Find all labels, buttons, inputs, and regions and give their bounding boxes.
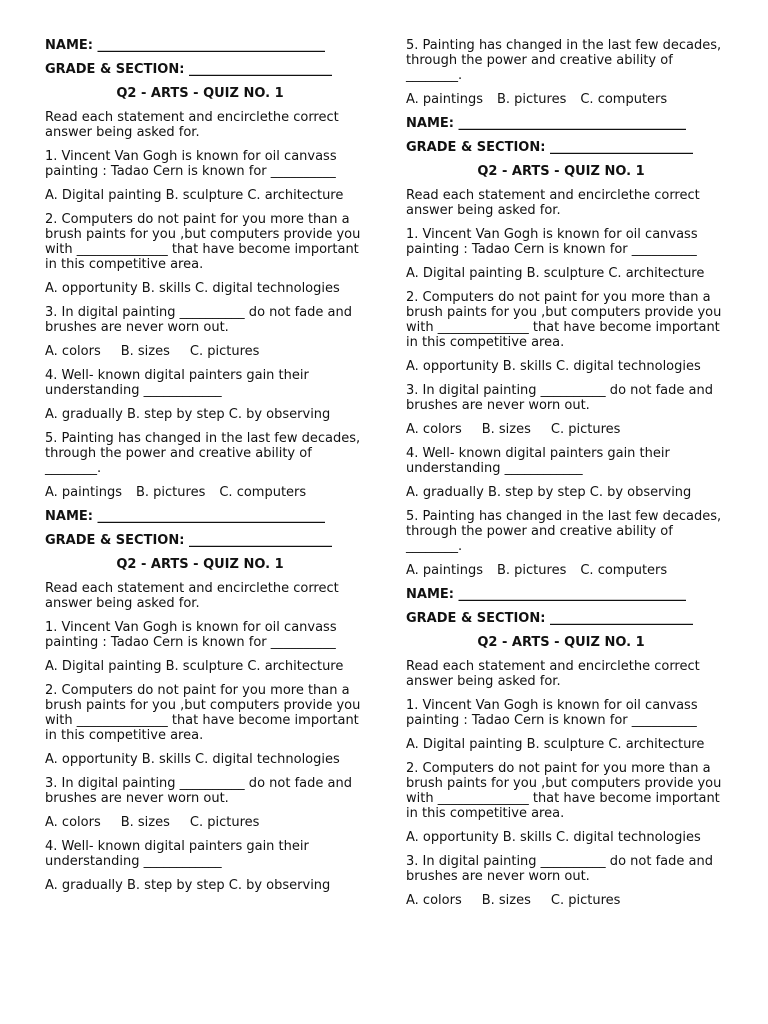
grade-section-field: GRADE & SECTION: ______________________ [45,533,332,548]
question-5-options: A. paintings B. pictures C. computers [406,563,668,578]
question-3-options: A. colors B. sizes C. pictures [406,893,621,908]
question-2: 2. Computers do not paint for you more than a brush paints for you ,but computers provide you with ______________ that have become important in this competitive area. [45,212,361,272]
question-3: 3. In digital painting __________ do not fade and brushes are never worn out. [406,854,713,884]
question-2-options: A. opportunity B. skills C. digital technologies [45,281,340,296]
question-3: 3. In digital painting __________ do not fade and brushes are never worn out. [406,383,713,413]
question-2: 2. Computers do not paint for you more than a brush paints for you ,but computers provide you with ______________ that have become important in this competitive area. [406,761,722,821]
question-4-options: A. gradually B. step by step C. by observing [45,878,331,893]
grade-section-field: GRADE & SECTION: ______________________ [45,62,332,77]
question-5-options: A. paintings B. pictures C. computers [45,485,307,500]
question-4: 4. Well- known digital painters gain their understanding ____________ [406,446,670,476]
question-5: 5. Painting has changed in the last few decades, through the power and creative ability of ________. [406,509,722,554]
grade-section-field: GRADE & SECTION: ______________________ [406,140,693,155]
question-4-options: A. gradually B. step by step C. by observing [406,485,692,500]
question-5-options: A. paintings B. pictures C. computers [406,92,668,107]
question-1-options: A. Digital painting B. sculpture C. architecture [45,659,344,674]
instructions: Read each statement and encirclethe correct answer being asked for. [406,188,700,218]
question-4: 4. Well- known digital painters gain their understanding ____________ [45,839,309,869]
question-2-options: A. opportunity B. skills C. digital technologies [45,752,340,767]
left-column [45,38,365,902]
quiz-title: Q2 - ARTS - QUIZ NO. 1 [477,164,645,179]
question-4: 4. Well- known digital painters gain their understanding ____________ [45,368,309,398]
question-3-options: A. colors B. sizes C. pictures [406,422,621,437]
question-1-options: A. Digital painting B. sculpture C. architecture [406,737,705,752]
quiz-title: Q2 - ARTS - QUIZ NO. 1 [116,557,284,572]
name-field: NAME: ___________________________________ [406,587,686,602]
right-column [406,38,726,917]
quiz-copy [45,509,365,893]
grade-section-field: GRADE & SECTION: ______________________ [406,611,693,626]
question-1: 1. Vincent Van Gogh is known for oil canvass painting : Tadao Cern is known for __________ [406,227,698,257]
quiz-copy [406,587,726,908]
name-field: NAME: ___________________________________ [406,116,686,131]
instructions: Read each statement and encirclethe correct answer being asked for. [45,581,339,611]
instructions: Read each statement and encirclethe correct answer being asked for. [45,110,339,140]
question-2-options: A. opportunity B. skills C. digital technologies [406,359,701,374]
question-1: 1. Vincent Van Gogh is known for oil canvass painting : Tadao Cern is known for __________ [45,149,337,179]
question-1-options: A. Digital painting B. sculpture C. architecture [406,266,705,281]
question-3-options: A. colors B. sizes C. pictures [45,815,260,830]
name-field: NAME: ___________________________________ [45,38,325,53]
question-1-options: A. Digital painting B. sculpture C. architecture [45,188,344,203]
question-5: 5. Painting has changed in the last few decades, through the power and creative ability of ________. [406,38,722,83]
quiz-title: Q2 - ARTS - QUIZ NO. 1 [116,86,284,101]
quiz-title: Q2 - ARTS - QUIZ NO. 1 [477,635,645,650]
question-1: 1. Vincent Van Gogh is known for oil canvass painting : Tadao Cern is known for __________ [406,698,698,728]
question-3: 3. In digital painting __________ do not fade and brushes are never worn out. [45,305,352,335]
question-4-options: A. gradually B. step by step C. by observing [45,407,331,422]
quiz-copy [406,116,726,578]
quiz-copy [45,38,365,500]
instructions: Read each statement and encirclethe correct answer being asked for. [406,659,700,689]
question-2: 2. Computers do not paint for you more than a brush paints for you ,but computers provide you with ______________ that have become important in this competitive area. [45,683,361,743]
question-2-options: A. opportunity B. skills C. digital technologies [406,830,701,845]
question-3-options: A. colors B. sizes C. pictures [45,344,260,359]
quiz-copy-continued [406,38,726,107]
name-field: NAME: ___________________________________ [45,509,325,524]
question-2: 2. Computers do not paint for you more than a brush paints for you ,but computers provide you with ______________ that have become important in this competitive area. [406,290,722,350]
question-5: 5. Painting has changed in the last few decades, through the power and creative ability of ________. [45,431,361,476]
question-1: 1. Vincent Van Gogh is known for oil canvass painting : Tadao Cern is known for __________ [45,620,337,650]
question-3: 3. In digital painting __________ do not fade and brushes are never worn out. [45,776,352,806]
